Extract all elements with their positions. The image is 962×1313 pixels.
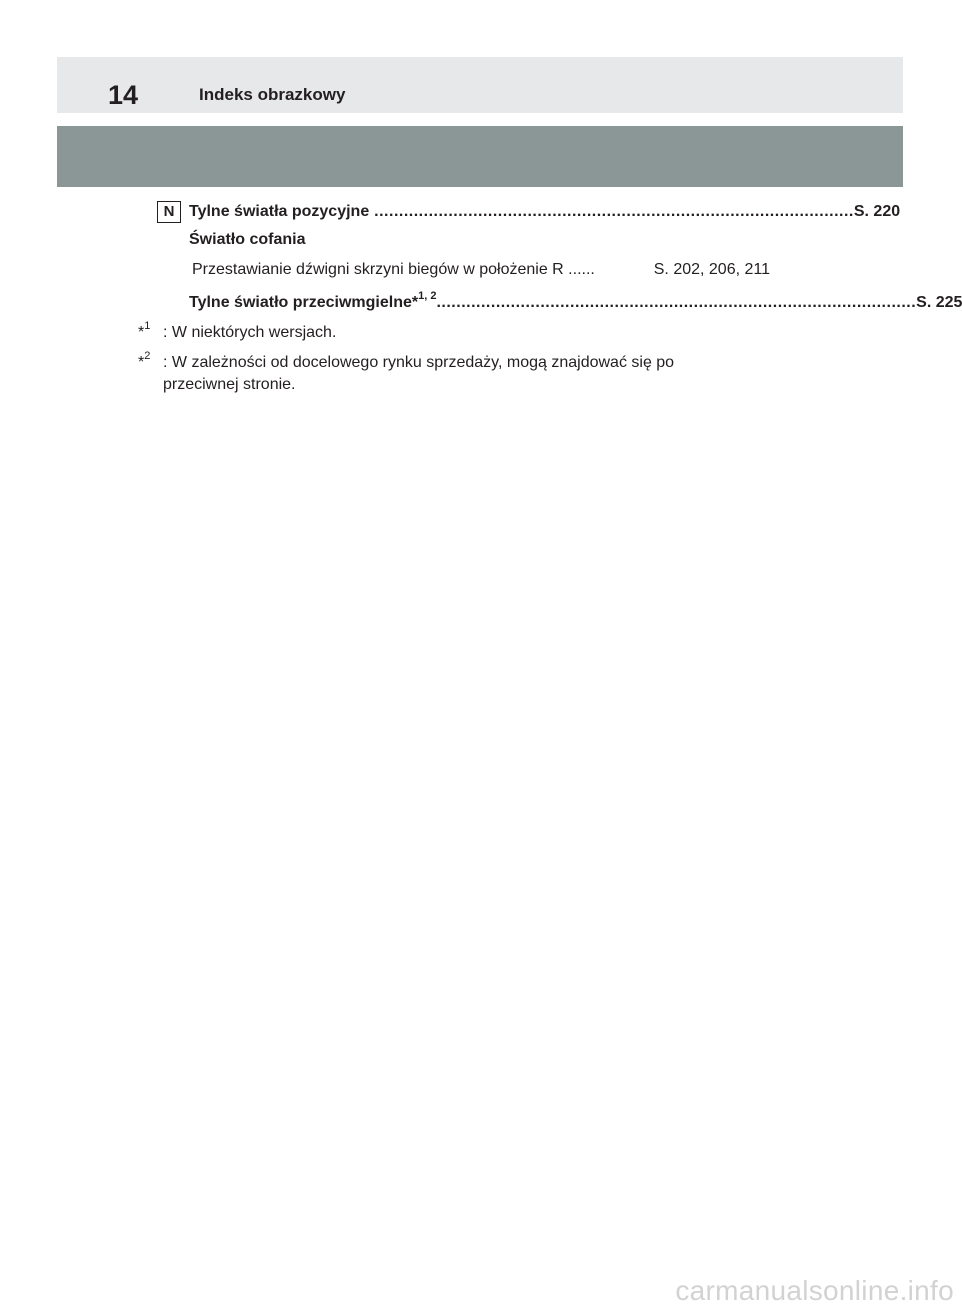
entry-page-ref: S. 220: [853, 203, 901, 220]
footnote-ref: 1, 2: [418, 289, 437, 302]
footnote-mark: *$^1$: [138, 319, 151, 341]
header-bar: [57, 57, 903, 113]
page-number: 14: [108, 80, 139, 110]
footnote-text: : W niektórych wersjach.: [163, 324, 337, 341]
index-entry-rear-position-lights: [189, 201, 901, 223]
callout-badge: N: [157, 201, 181, 223]
entry-heading-reversing-light: Światło cofania: [189, 231, 306, 248]
watermark: carmanualsonline.info: [675, 1275, 954, 1306]
entry-label: Tylne światła pozycyjne: [189, 203, 370, 220]
section-title: Indeks obrazkowy: [199, 85, 346, 104]
entry-page-ref: S. 225: [916, 294, 962, 311]
leader-dots: .................................................................................................: [369, 203, 854, 220]
footnote-2: [138, 349, 778, 396]
footnote-1: [138, 319, 778, 344]
footnote-mark: *$^2$: [138, 349, 151, 371]
leader-dots: .................................................................................................: [436, 294, 917, 311]
leader-dots: ......: [563, 261, 595, 278]
index-subentry-gear-r: [192, 259, 770, 281]
subentry-page-ref: S. 202, 206, 211: [653, 261, 770, 278]
section-banner: [57, 126, 903, 187]
subentry-label: Przestawianie dźwigni skrzyni biegów w położenie R: [192, 261, 564, 278]
footnote-text: : W zależności od docelowego rynku sprzedaży, mogą znajdować się po przeciwnej stronie.: [163, 354, 675, 393]
entry-label: Tylne światło przeciwmgielne*$^{1, 2}$: [189, 289, 437, 311]
index-entry-rear-fog-light: [189, 289, 962, 314]
